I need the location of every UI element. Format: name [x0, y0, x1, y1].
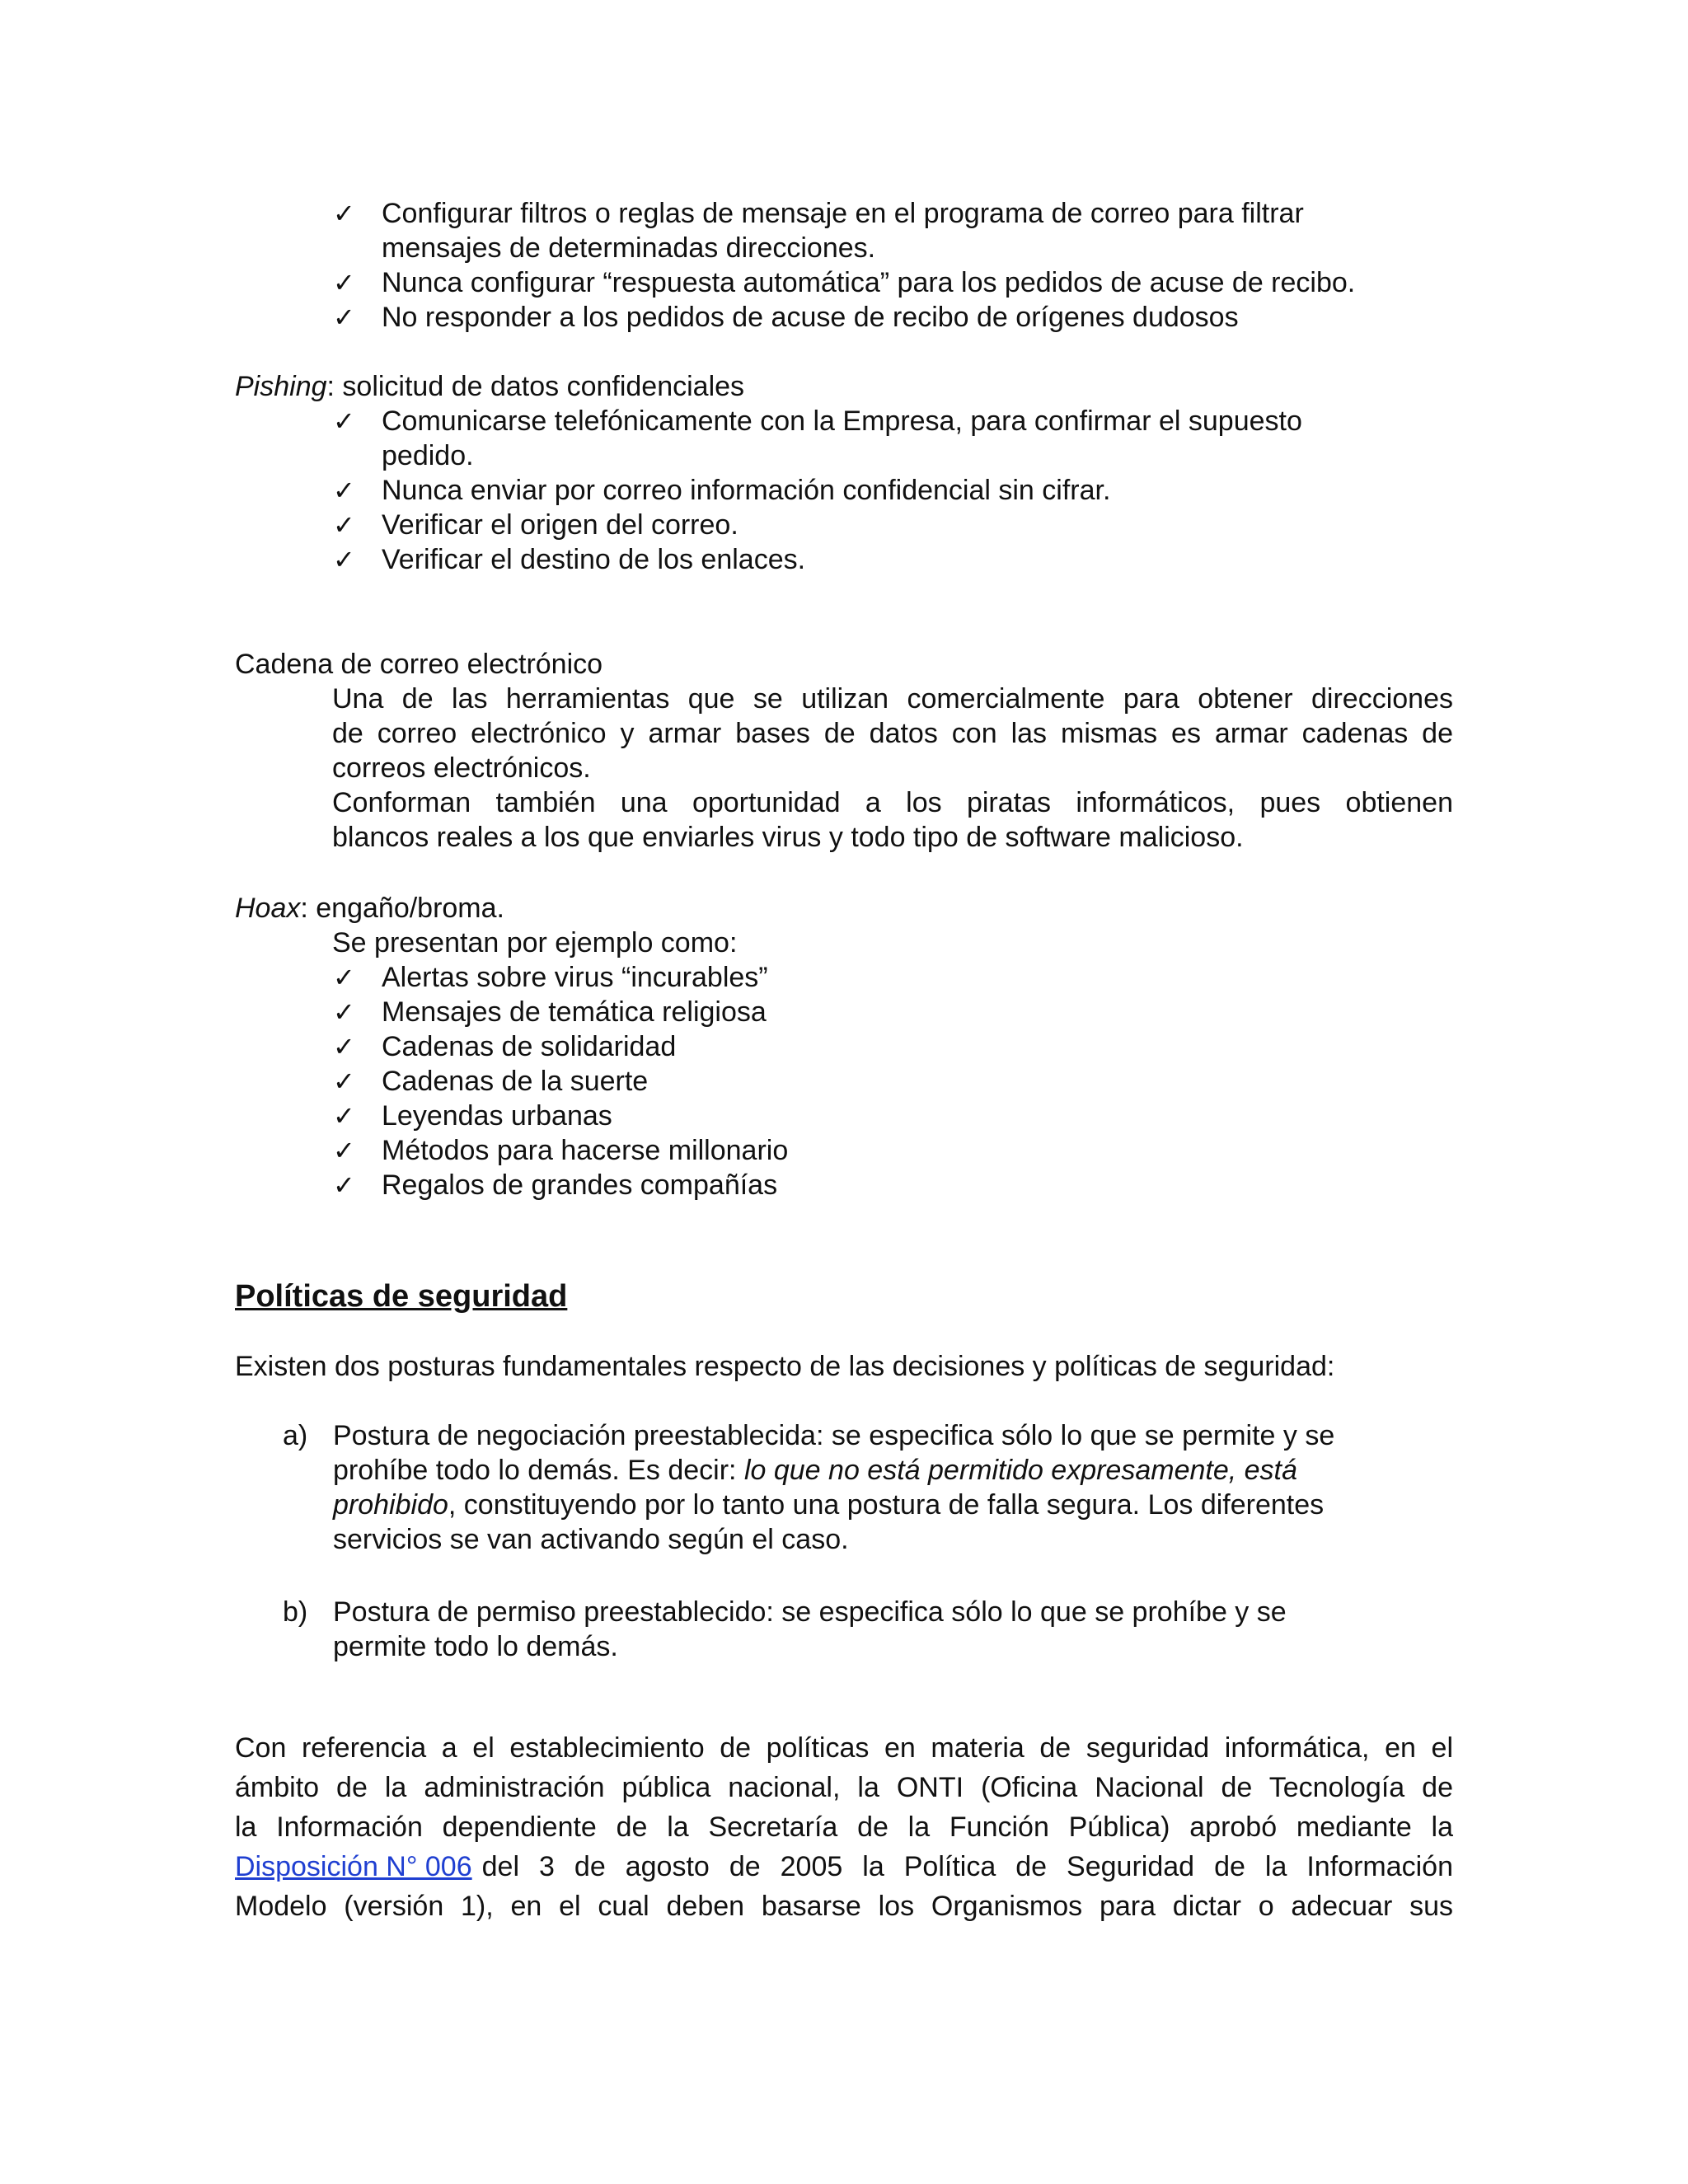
postura-a-line [333, 1488, 1324, 1522]
list-item: Nunca enviar por correo información confidencial sin cifrar. [382, 475, 1111, 506]
check-icon: ✓ [333, 996, 355, 1028]
list-item: Métodos para hacerse millonario [382, 1135, 789, 1166]
postura-a-text: , constituyendo por lo tanto una postura de falla segura. Los diferentes [448, 1489, 1325, 1521]
postura-a-text: prohíbe todo lo demás. Es decir: [333, 1455, 744, 1486]
list-label-b: b) [283, 1596, 308, 1628]
list-item: Verificar el destino de los enlaces. [382, 544, 806, 575]
list-item: Cadenas de la suerte [382, 1066, 649, 1097]
check-icon: ✓ [333, 405, 355, 437]
postura-b-line: permite todo lo demás. [333, 1631, 618, 1662]
referencia-line: ámbito de la administración pública nacional, la ONTI (Oficina Nacional de Tecnología de [235, 1772, 1453, 1803]
pishing-term: Pishing [235, 371, 327, 402]
list-item: Cadenas de solidaridad [382, 1031, 677, 1062]
check-icon: ✓ [333, 509, 355, 541]
politicas-intro: Existen dos posturas fundamentales respecto de las decisiones y políticas de seguridad: [235, 1351, 1335, 1382]
check-icon: ✓ [333, 198, 355, 229]
referencia-line: Con referencia a el establecimiento de políticas en materia de seguridad informática, en el [235, 1732, 1453, 1764]
list-item: Nunca configurar “respuesta automática” para los pedidos de acuse de recibo. [382, 267, 1356, 298]
list-item: Regalos de grandes compañías [382, 1169, 778, 1201]
cadena-paragraph-line: Una de las herramientas que se utilizan comercialmente para obtener direcciones [332, 683, 1453, 715]
check-icon: ✓ [333, 475, 355, 506]
check-icon: ✓ [333, 1031, 355, 1062]
check-icon: ✓ [333, 1066, 355, 1097]
check-icon: ✓ [333, 544, 355, 575]
hoax-heading [235, 891, 504, 926]
list-item: No responder a los pedidos de acuse de recibo de orígenes dudosos [382, 302, 1239, 333]
postura-a-line: Postura de negociación preestablecida: se especifica sólo lo que se permite y se [333, 1420, 1335, 1451]
hoax-term: Hoax [235, 893, 301, 924]
check-icon: ✓ [333, 1100, 355, 1132]
pishing-definition: : solicitud de datos confidenciales [326, 371, 745, 402]
referencia-line: Modelo (versión 1), en el cual deben basarse los Organismos para dictar o adecuar sus [235, 1891, 1453, 1922]
cadena-paragraph-line: correos electrónicos. [332, 752, 591, 784]
check-icon: ✓ [333, 1169, 355, 1201]
referencia-text: del 3 de agosto de 2005 la Política de Seguridad de la Información [481, 1851, 1453, 1882]
postura-a-emphasis: lo que no está permitido expresamente, está [743, 1455, 1297, 1486]
disposicion-link[interactable]: Disposición N° 006 [235, 1851, 472, 1882]
list-item: Comunicarse telefónicamente con la Empresa, para confirmar el supuesto [382, 405, 1302, 437]
postura-a-line [333, 1453, 1297, 1488]
check-icon: ✓ [333, 267, 355, 298]
list-item: Alertas sobre virus “incurables” [382, 962, 768, 993]
check-icon: ✓ [333, 1135, 355, 1166]
list-item: Mensajes de temática religiosa [382, 996, 767, 1028]
referencia-line [235, 1849, 1453, 1884]
section-heading: Políticas de seguridad [235, 1279, 568, 1314]
referencia-line: la Información dependiente de la Secretaría de la Función Pública) aprobó mediante la [235, 1811, 1453, 1843]
cadena-paragraph-line: de correo electrónico y armar bases de datos con las mismas es armar cadenas de [332, 718, 1453, 749]
list-item: Verificar el origen del correo. [382, 509, 738, 541]
pishing-heading [235, 369, 744, 404]
postura-a-line: servicios se van activando según el caso. [333, 1524, 849, 1555]
list-item-continuation: mensajes de determinadas direcciones. [382, 232, 876, 264]
list-item-continuation: pedido. [382, 440, 474, 471]
cadena-paragraph-line: blancos reales a los que enviarles virus y todo tipo de software malicioso. [332, 822, 1244, 853]
list-item: Leyendas urbanas [382, 1100, 612, 1132]
hoax-intro: Se presentan por ejemplo como: [332, 927, 738, 958]
check-icon: ✓ [333, 302, 355, 333]
hoax-definition: : engaño/broma. [300, 893, 504, 924]
cadena-paragraph-line: Conforman también una oportunidad a los piratas informáticos, pues obtienen [332, 787, 1453, 818]
postura-b-line: Postura de permiso preestablecido: se especifica sólo lo que se prohíbe y se [333, 1596, 1287, 1628]
list-item: Configurar filtros o reglas de mensaje en el programa de correo para filtrar [382, 198, 1304, 229]
check-icon: ✓ [333, 962, 355, 993]
postura-a-emphasis: prohibido [333, 1489, 448, 1521]
cadena-heading: Cadena de correo electrónico [235, 649, 603, 680]
list-label-a: a) [283, 1420, 308, 1451]
